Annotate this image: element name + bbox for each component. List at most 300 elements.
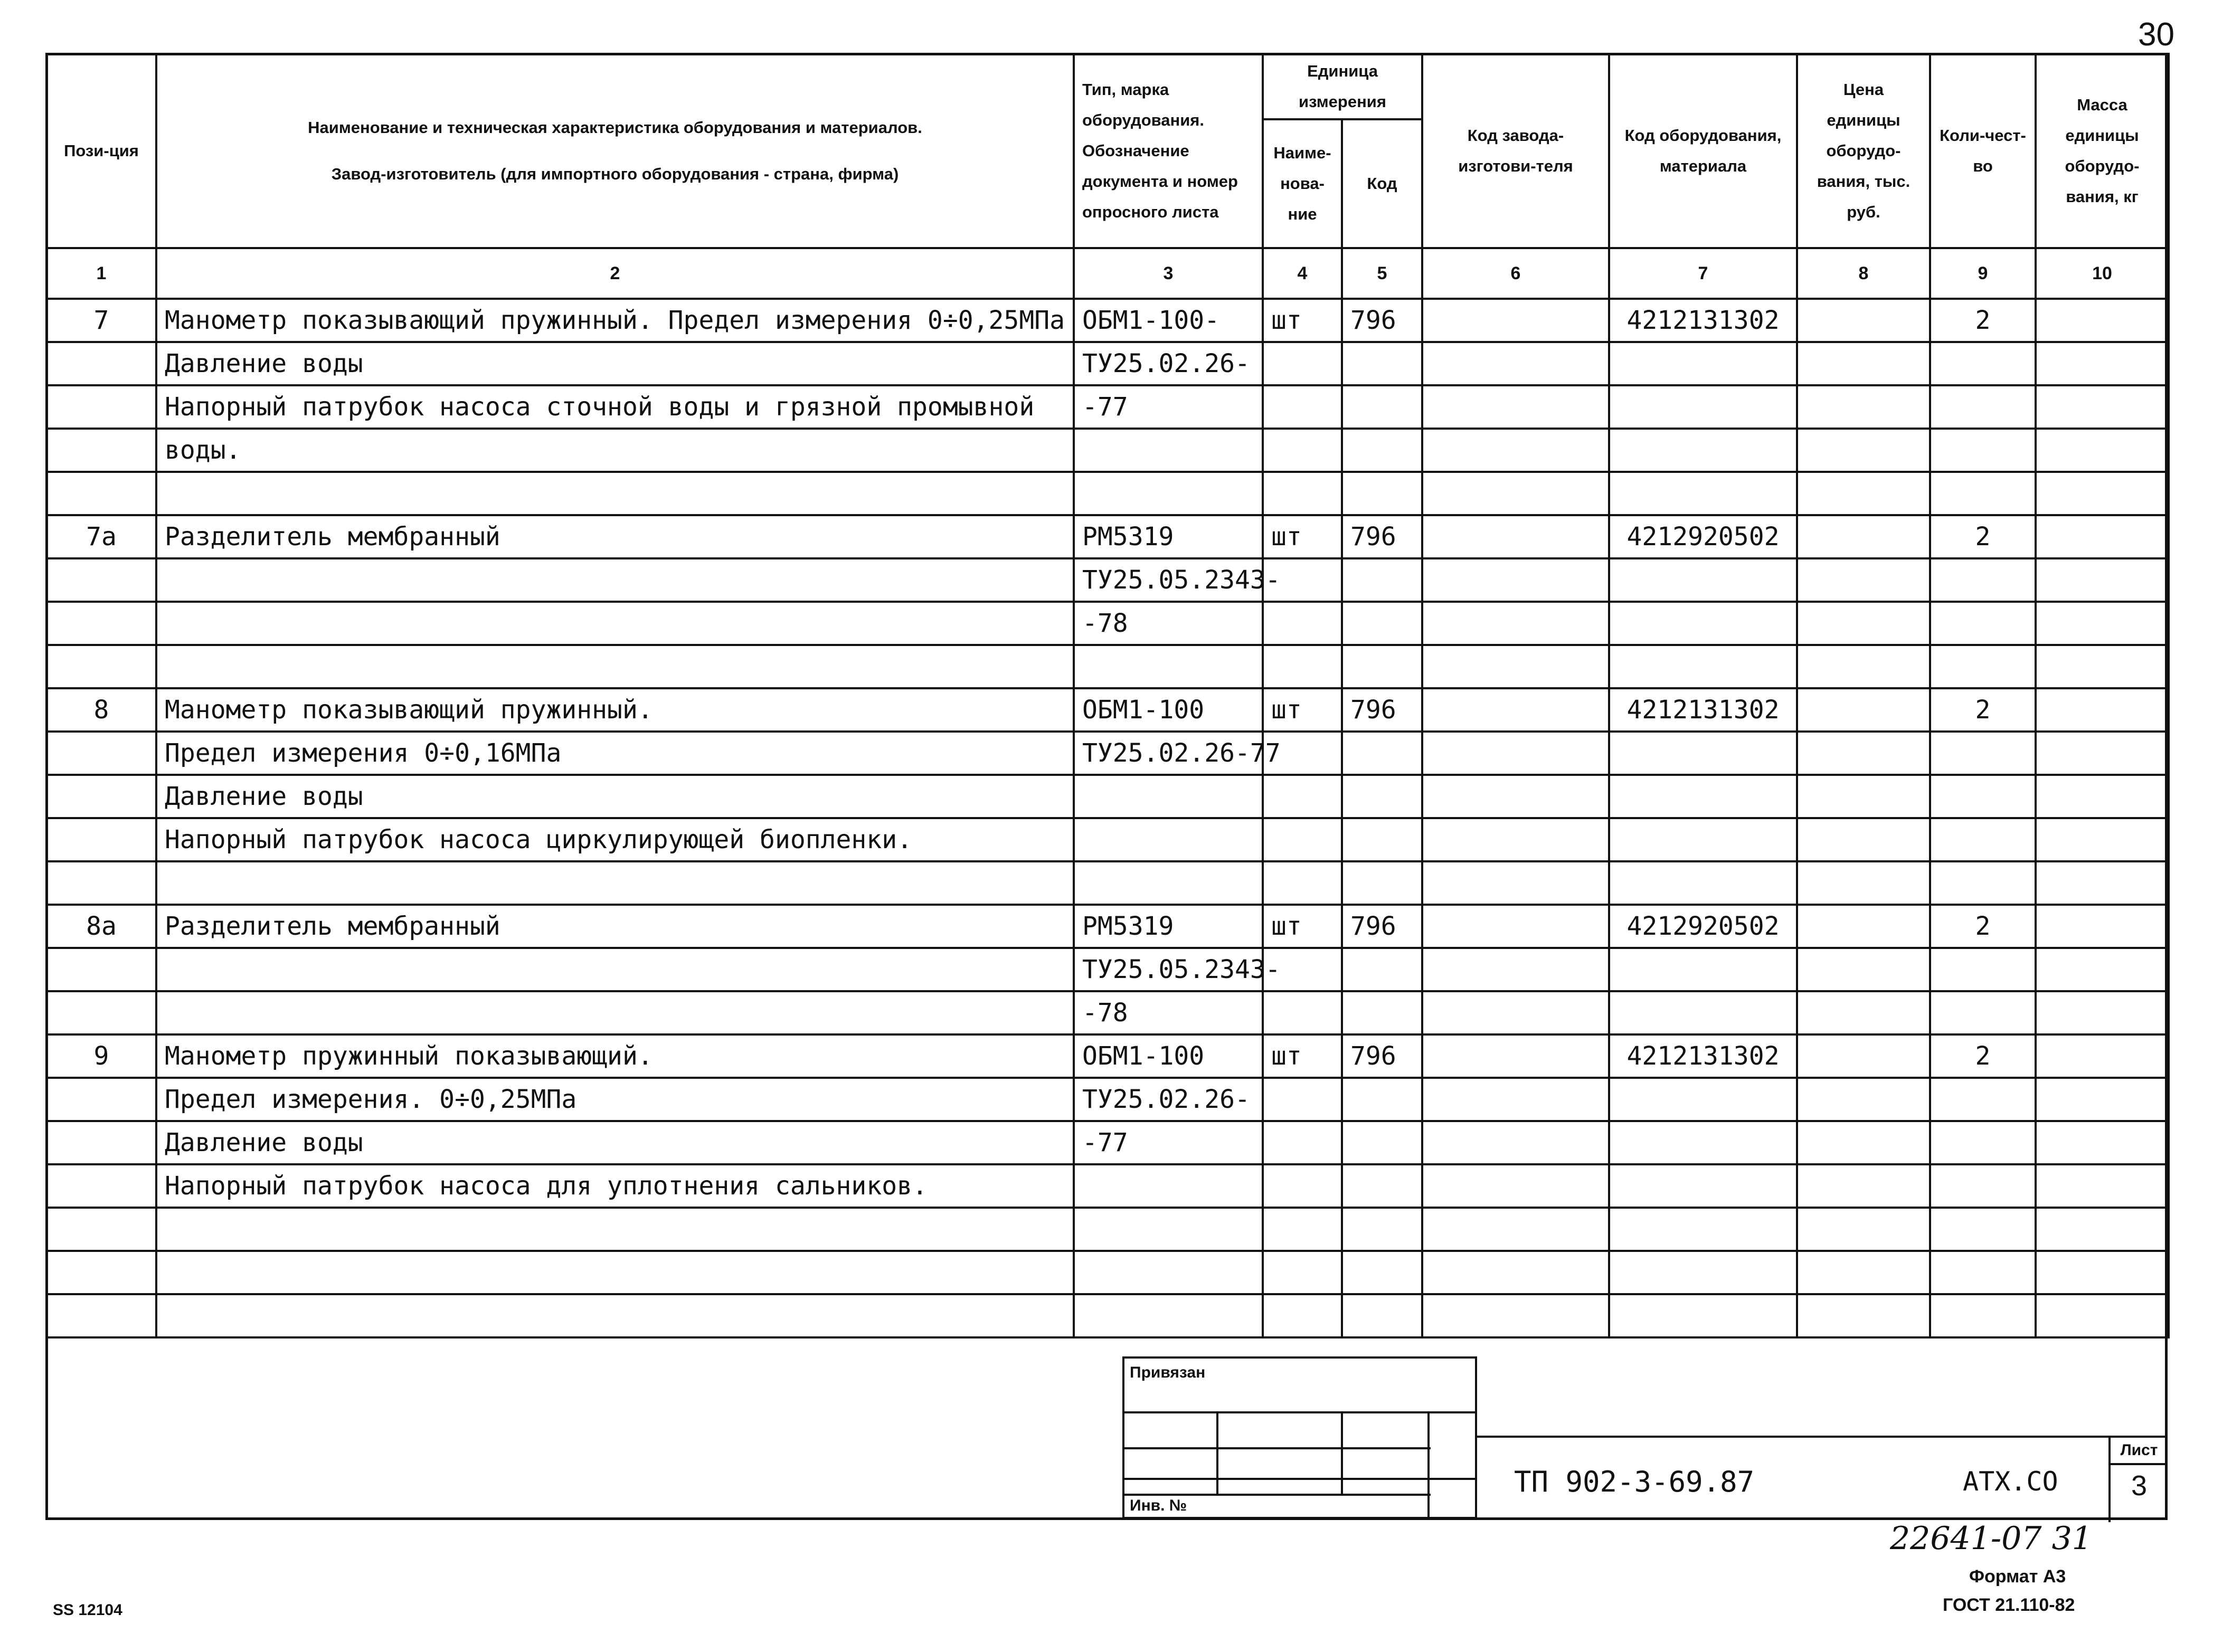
table-row bbox=[46, 818, 2169, 861]
unit-code-cell: 796 bbox=[1342, 515, 1422, 558]
price-cell bbox=[1797, 515, 1930, 558]
name-cell bbox=[156, 602, 1074, 645]
position-cell: 9 bbox=[46, 1034, 156, 1078]
unit-cell: шт bbox=[1263, 299, 1342, 342]
price-cell bbox=[1797, 905, 1930, 948]
type-cell: ТУ25.02.26- bbox=[1074, 342, 1263, 385]
title-block bbox=[1477, 1436, 2168, 1522]
quantity-cell: 2 bbox=[1930, 1034, 2036, 1078]
name-cell: Давление воды bbox=[156, 775, 1074, 818]
name-cell bbox=[156, 861, 1074, 905]
position-cell bbox=[46, 1294, 156, 1337]
header-quantity: Коли-чест-во bbox=[1930, 54, 2036, 248]
type-cell bbox=[1074, 1251, 1263, 1294]
unit-code-cell bbox=[1342, 1208, 1422, 1251]
name-cell bbox=[156, 1251, 1074, 1294]
type-cell: ОБМ1-100 bbox=[1074, 1034, 1263, 1078]
mass-cell bbox=[2036, 342, 2169, 385]
mass-cell bbox=[2036, 991, 2169, 1034]
specification-body bbox=[46, 299, 2169, 1337]
stamp-divider bbox=[1216, 1411, 1218, 1494]
name-cell: Разделитель мембранный bbox=[156, 905, 1074, 948]
type-cell: ТУ25.02.26-77 bbox=[1074, 732, 1263, 775]
name-cell: Манометр показывающий пружинный. bbox=[156, 688, 1074, 732]
position-cell bbox=[46, 1164, 156, 1208]
position-cell bbox=[46, 645, 156, 688]
price-cell bbox=[1797, 602, 1930, 645]
equipment-code-cell bbox=[1609, 429, 1797, 472]
equipment-code-cell bbox=[1609, 861, 1797, 905]
price-cell bbox=[1797, 472, 1930, 515]
mass-cell bbox=[2036, 732, 2169, 775]
factory-code-cell bbox=[1422, 342, 1609, 385]
type-cell: -77 bbox=[1074, 385, 1263, 429]
type-cell bbox=[1074, 818, 1263, 861]
stamp-line bbox=[1124, 1478, 1475, 1480]
stamp-divider bbox=[1427, 1411, 1430, 1519]
column-number: 3 bbox=[1074, 248, 1263, 299]
sheet-label: Лист bbox=[2111, 1438, 2168, 1465]
unit-cell bbox=[1263, 472, 1342, 515]
unit-cell bbox=[1263, 1294, 1342, 1337]
equipment-code-cell bbox=[1609, 991, 1797, 1034]
unit-cell bbox=[1263, 385, 1342, 429]
mass-cell bbox=[2036, 948, 2169, 991]
mass-cell bbox=[2036, 472, 2169, 515]
quantity-cell bbox=[1930, 645, 2036, 688]
name-cell: Напорный патрубок насоса для уплотнения сальников. bbox=[156, 1164, 1074, 1208]
stamp-line bbox=[1124, 1494, 1431, 1496]
unit-cell bbox=[1263, 1208, 1342, 1251]
unit-cell bbox=[1263, 429, 1342, 472]
stamp-divider bbox=[1341, 1411, 1343, 1494]
type-cell: РМ5319 bbox=[1074, 515, 1263, 558]
unit-cell bbox=[1263, 342, 1342, 385]
factory-code-cell bbox=[1422, 688, 1609, 732]
table-row bbox=[46, 385, 2169, 429]
mass-cell bbox=[2036, 602, 2169, 645]
handwritten-number: 22641-07 31 bbox=[1890, 1520, 2092, 1557]
quantity-cell bbox=[1930, 1294, 2036, 1337]
table-row bbox=[46, 602, 2169, 645]
unit-code-cell bbox=[1342, 818, 1422, 861]
factory-code-cell bbox=[1422, 645, 1609, 688]
equipment-code-cell bbox=[1609, 1208, 1797, 1251]
position-cell bbox=[46, 1251, 156, 1294]
type-cell: РМ5319 bbox=[1074, 905, 1263, 948]
factory-code-cell bbox=[1422, 948, 1609, 991]
header-position: Пози-ция bbox=[46, 54, 156, 248]
table-row bbox=[46, 1164, 2169, 1208]
name-cell bbox=[156, 558, 1074, 602]
name-cell bbox=[156, 1208, 1074, 1251]
unit-cell bbox=[1263, 1251, 1342, 1294]
price-cell bbox=[1797, 1251, 1930, 1294]
stamp-attached-label: Привязан bbox=[1130, 1364, 1206, 1381]
stamp-line bbox=[1124, 1447, 1431, 1449]
position-cell bbox=[46, 472, 156, 515]
price-cell bbox=[1797, 1121, 1930, 1164]
unit-cell bbox=[1263, 602, 1342, 645]
mass-cell bbox=[2036, 818, 2169, 861]
table-row bbox=[46, 342, 2169, 385]
table-row bbox=[46, 429, 2169, 472]
unit-cell: шт bbox=[1263, 905, 1342, 948]
factory-code-cell bbox=[1422, 1251, 1609, 1294]
factory-code-cell bbox=[1422, 818, 1609, 861]
table-row bbox=[46, 775, 2169, 818]
table-row bbox=[46, 645, 2169, 688]
header-price: Цена единицы оборудо-вания, тыс. руб. bbox=[1797, 54, 1930, 248]
unit-cell bbox=[1263, 1078, 1342, 1121]
specification-table bbox=[45, 53, 2170, 1338]
mass-cell bbox=[2036, 385, 2169, 429]
name-cell: воды. bbox=[156, 429, 1074, 472]
type-cell: -77 bbox=[1074, 1121, 1263, 1164]
factory-code-cell bbox=[1422, 1034, 1609, 1078]
position-cell bbox=[46, 775, 156, 818]
mass-cell bbox=[2036, 861, 2169, 905]
unit-code-cell bbox=[1342, 861, 1422, 905]
column-number: 7 bbox=[1609, 248, 1797, 299]
header-unit-name: Наиме-нова-ние bbox=[1263, 119, 1342, 248]
name-cell: Напорный патрубок насоса циркулирующей биопленки. bbox=[156, 818, 1074, 861]
unit-code-cell bbox=[1342, 342, 1422, 385]
mass-cell bbox=[2036, 1208, 2169, 1251]
table-row bbox=[46, 991, 2169, 1034]
factory-code-cell bbox=[1422, 299, 1609, 342]
quantity-cell bbox=[1930, 818, 2036, 861]
factory-code-cell bbox=[1422, 775, 1609, 818]
table-row bbox=[46, 1251, 2169, 1294]
quantity-cell bbox=[1930, 732, 2036, 775]
factory-code-cell bbox=[1422, 1121, 1609, 1164]
table-row bbox=[46, 558, 2169, 602]
equipment-code-cell bbox=[1609, 558, 1797, 602]
equipment-code-cell: 4212920502 bbox=[1609, 905, 1797, 948]
stamp-line bbox=[1124, 1411, 1475, 1413]
quantity-cell: 2 bbox=[1930, 688, 2036, 732]
column-number: 8 bbox=[1797, 248, 1930, 299]
price-cell bbox=[1797, 1164, 1930, 1208]
unit-code-cell bbox=[1342, 1121, 1422, 1164]
price-cell bbox=[1797, 775, 1930, 818]
price-cell bbox=[1797, 429, 1930, 472]
quantity-cell bbox=[1930, 1164, 2036, 1208]
table-row bbox=[46, 948, 2169, 991]
column-number-row bbox=[46, 248, 2169, 299]
price-cell bbox=[1797, 1208, 1930, 1251]
unit-cell: шт bbox=[1263, 1034, 1342, 1078]
mass-cell bbox=[2036, 299, 2169, 342]
equipment-code-cell bbox=[1609, 385, 1797, 429]
equipment-code-cell bbox=[1609, 1121, 1797, 1164]
quantity-cell bbox=[1930, 1121, 2036, 1164]
position-cell: 7 bbox=[46, 299, 156, 342]
quantity-cell bbox=[1930, 472, 2036, 515]
header-unit-group: Единица измерения bbox=[1263, 54, 1422, 119]
position-cell: 7а bbox=[46, 515, 156, 558]
table-row bbox=[46, 1078, 2169, 1121]
equipment-code-cell bbox=[1609, 1078, 1797, 1121]
name-cell: Разделитель мембранный bbox=[156, 515, 1074, 558]
type-cell: ОБМ1-100 bbox=[1074, 688, 1263, 732]
position-cell bbox=[46, 1208, 156, 1251]
table-row bbox=[46, 515, 2169, 558]
factory-code-cell bbox=[1422, 429, 1609, 472]
unit-code-cell bbox=[1342, 429, 1422, 472]
quantity-cell bbox=[1930, 991, 2036, 1034]
format-label: Формат А3 bbox=[1969, 1566, 2066, 1587]
mass-cell bbox=[2036, 1121, 2169, 1164]
table-row bbox=[46, 1034, 2169, 1078]
type-cell bbox=[1074, 1208, 1263, 1251]
type-cell bbox=[1074, 1164, 1263, 1208]
price-cell bbox=[1797, 645, 1930, 688]
unit-code-cell bbox=[1342, 991, 1422, 1034]
name-cell: Давление воды bbox=[156, 1121, 1074, 1164]
column-number: 5 bbox=[1342, 248, 1422, 299]
type-cell: -78 bbox=[1074, 991, 1263, 1034]
column-number: 9 bbox=[1930, 248, 2036, 299]
table-row bbox=[46, 688, 2169, 732]
mass-cell bbox=[2036, 1034, 2169, 1078]
factory-code-cell bbox=[1422, 515, 1609, 558]
sheet-number: 3 bbox=[2131, 1470, 2148, 1502]
type-cell: ТУ25.05.2343- bbox=[1074, 558, 1263, 602]
position-cell: 8 bbox=[46, 688, 156, 732]
equipment-code-cell bbox=[1609, 948, 1797, 991]
header-name-line2: Завод-изготовитель (для импортного оборудования - страна, фирма) bbox=[331, 165, 899, 183]
type-cell: ТУ25.05.2343- bbox=[1074, 948, 1263, 991]
factory-code-cell bbox=[1422, 1208, 1609, 1251]
mass-cell bbox=[2036, 688, 2169, 732]
unit-code-cell: 796 bbox=[1342, 905, 1422, 948]
factory-code-cell bbox=[1422, 1078, 1609, 1121]
quantity-cell bbox=[1930, 1078, 2036, 1121]
unit-cell bbox=[1263, 861, 1342, 905]
stamp-inventory-label: Инв. № bbox=[1130, 1497, 1187, 1514]
unit-code-cell bbox=[1342, 1164, 1422, 1208]
factory-code-cell bbox=[1422, 991, 1609, 1034]
name-cell: Давление воды bbox=[156, 342, 1074, 385]
quantity-cell bbox=[1930, 385, 2036, 429]
table-row bbox=[46, 905, 2169, 948]
price-cell bbox=[1797, 385, 1930, 429]
quantity-cell bbox=[1930, 558, 2036, 602]
position-cell bbox=[46, 861, 156, 905]
position-cell bbox=[46, 602, 156, 645]
table-row bbox=[46, 732, 2169, 775]
equipment-code-cell bbox=[1609, 818, 1797, 861]
sheet-corner-number: 30 bbox=[2138, 16, 2174, 53]
unit-cell bbox=[1263, 991, 1342, 1034]
equipment-code-cell bbox=[1609, 775, 1797, 818]
name-cell: Напорный патрубок насоса сточной воды и грязной промывной bbox=[156, 385, 1074, 429]
name-cell: Предел измерения 0÷0,16МПа bbox=[156, 732, 1074, 775]
approval-stamp bbox=[1122, 1356, 1477, 1519]
position-cell: 8а bbox=[46, 905, 156, 948]
price-cell bbox=[1797, 688, 1930, 732]
unit-code-cell: 796 bbox=[1342, 1034, 1422, 1078]
price-cell bbox=[1797, 1034, 1930, 1078]
price-cell bbox=[1797, 342, 1930, 385]
mass-cell bbox=[2036, 905, 2169, 948]
unit-cell: шт bbox=[1263, 688, 1342, 732]
position-cell bbox=[46, 732, 156, 775]
mass-cell bbox=[2036, 775, 2169, 818]
quantity-cell bbox=[1930, 1251, 2036, 1294]
position-cell bbox=[46, 948, 156, 991]
position-cell bbox=[46, 429, 156, 472]
price-cell bbox=[1797, 1294, 1930, 1337]
unit-code-cell bbox=[1342, 602, 1422, 645]
header-name bbox=[156, 54, 1074, 248]
table-row bbox=[46, 299, 2169, 342]
column-number: 1 bbox=[46, 248, 156, 299]
factory-code-cell bbox=[1422, 861, 1609, 905]
type-cell bbox=[1074, 472, 1263, 515]
unit-code-cell bbox=[1342, 472, 1422, 515]
equipment-code-cell bbox=[1609, 1164, 1797, 1208]
unit-code-cell bbox=[1342, 732, 1422, 775]
unit-cell bbox=[1263, 818, 1342, 861]
mass-cell bbox=[2036, 1294, 2169, 1337]
equipment-code-cell bbox=[1609, 645, 1797, 688]
position-cell bbox=[46, 342, 156, 385]
unit-code-cell bbox=[1342, 385, 1422, 429]
name-cell bbox=[156, 645, 1074, 688]
header-factory-code: Код завода-изготови-теля bbox=[1422, 54, 1609, 248]
factory-code-cell bbox=[1422, 602, 1609, 645]
quantity-cell bbox=[1930, 1208, 2036, 1251]
column-number: 6 bbox=[1422, 248, 1609, 299]
header-unit-code: Код bbox=[1342, 119, 1422, 248]
column-number: 4 bbox=[1263, 248, 1342, 299]
quantity-cell bbox=[1930, 429, 2036, 472]
unit-code-cell bbox=[1342, 1294, 1422, 1337]
factory-code-cell bbox=[1422, 732, 1609, 775]
type-cell bbox=[1074, 645, 1263, 688]
quantity-cell: 2 bbox=[1930, 299, 2036, 342]
equipment-code-cell bbox=[1609, 602, 1797, 645]
mass-cell bbox=[2036, 1078, 2169, 1121]
equipment-code-cell bbox=[1609, 1251, 1797, 1294]
position-cell bbox=[46, 1121, 156, 1164]
factory-code-cell bbox=[1422, 472, 1609, 515]
name-cell bbox=[156, 472, 1074, 515]
project-code: ТП 902-3-69.87 bbox=[1514, 1465, 1755, 1498]
price-cell bbox=[1797, 558, 1930, 602]
name-cell bbox=[156, 1294, 1074, 1337]
header-type: Тип, марка оборудования. Обозначение документа и номер опросного листа bbox=[1074, 54, 1263, 248]
column-number: 2 bbox=[156, 248, 1074, 299]
table-row bbox=[46, 472, 2169, 515]
mass-cell bbox=[2036, 429, 2169, 472]
equipment-code-cell bbox=[1609, 1294, 1797, 1337]
quantity-cell: 2 bbox=[1930, 515, 2036, 558]
table-row bbox=[46, 1121, 2169, 1164]
factory-code-cell bbox=[1422, 558, 1609, 602]
equipment-code-cell: 4212131302 bbox=[1609, 688, 1797, 732]
name-cell bbox=[156, 991, 1074, 1034]
position-cell bbox=[46, 991, 156, 1034]
unit-cell bbox=[1263, 775, 1342, 818]
price-cell bbox=[1797, 948, 1930, 991]
unit-code-cell: 796 bbox=[1342, 299, 1422, 342]
position-cell bbox=[46, 385, 156, 429]
name-cell bbox=[156, 948, 1074, 991]
unit-code-cell: 796 bbox=[1342, 688, 1422, 732]
table-row bbox=[46, 1294, 2169, 1337]
equipment-code-cell bbox=[1609, 732, 1797, 775]
price-cell bbox=[1797, 732, 1930, 775]
factory-code-cell bbox=[1422, 1164, 1609, 1208]
price-cell bbox=[1797, 991, 1930, 1034]
position-cell bbox=[46, 558, 156, 602]
quantity-cell bbox=[1930, 342, 2036, 385]
equipment-code-cell: 4212920502 bbox=[1609, 515, 1797, 558]
type-cell: -78 bbox=[1074, 602, 1263, 645]
unit-cell bbox=[1263, 1164, 1342, 1208]
type-cell bbox=[1074, 1294, 1263, 1337]
equipment-code-cell: 4212131302 bbox=[1609, 1034, 1797, 1078]
unit-code-cell bbox=[1342, 558, 1422, 602]
type-cell: ОБМ1-100- bbox=[1074, 299, 1263, 342]
table-row bbox=[46, 1208, 2169, 1251]
price-cell bbox=[1797, 861, 1930, 905]
gost-label: ГОСТ 21.110-82 bbox=[1943, 1595, 2075, 1615]
header-mass: Масса единицы оборудо-вания, кг bbox=[2036, 54, 2169, 248]
unit-cell bbox=[1263, 645, 1342, 688]
type-cell bbox=[1074, 861, 1263, 905]
type-cell bbox=[1074, 429, 1263, 472]
unit-code-cell bbox=[1342, 948, 1422, 991]
unit-cell: шт bbox=[1263, 515, 1342, 558]
unit-code-cell bbox=[1342, 1078, 1422, 1121]
price-cell bbox=[1797, 299, 1930, 342]
column-number: 10 bbox=[2036, 248, 2169, 299]
position-cell bbox=[46, 1078, 156, 1121]
mass-cell bbox=[2036, 558, 2169, 602]
quantity-cell bbox=[1930, 602, 2036, 645]
quantity-cell bbox=[1930, 775, 2036, 818]
header-equipment-code: Код оборудования, материала bbox=[1609, 54, 1797, 248]
type-cell: ТУ25.02.26- bbox=[1074, 1078, 1263, 1121]
name-cell: Манометр пружинный показывающий. bbox=[156, 1034, 1074, 1078]
equipment-code-cell bbox=[1609, 342, 1797, 385]
quantity-cell: 2 bbox=[1930, 905, 2036, 948]
unit-code-cell bbox=[1342, 775, 1422, 818]
price-cell bbox=[1797, 1078, 1930, 1121]
quantity-cell bbox=[1930, 948, 2036, 991]
factory-code-cell bbox=[1422, 385, 1609, 429]
mass-cell bbox=[2036, 515, 2169, 558]
mass-cell bbox=[2036, 1164, 2169, 1208]
unit-code-cell bbox=[1342, 645, 1422, 688]
mass-cell bbox=[2036, 1251, 2169, 1294]
mass-cell bbox=[2036, 645, 2169, 688]
header-name-line1: Наименование и техническая характеристика оборудования и материалов. bbox=[308, 118, 922, 137]
document-mark: АТХ.СО bbox=[1963, 1466, 2058, 1497]
name-cell: Предел измерения. 0÷0,25МПа bbox=[156, 1078, 1074, 1121]
sheet-box bbox=[2108, 1438, 2168, 1522]
type-cell bbox=[1074, 775, 1263, 818]
equipment-code-cell bbox=[1609, 472, 1797, 515]
ss-label: SS 12104 bbox=[53, 1601, 122, 1619]
factory-code-cell bbox=[1422, 905, 1609, 948]
unit-cell bbox=[1263, 1121, 1342, 1164]
